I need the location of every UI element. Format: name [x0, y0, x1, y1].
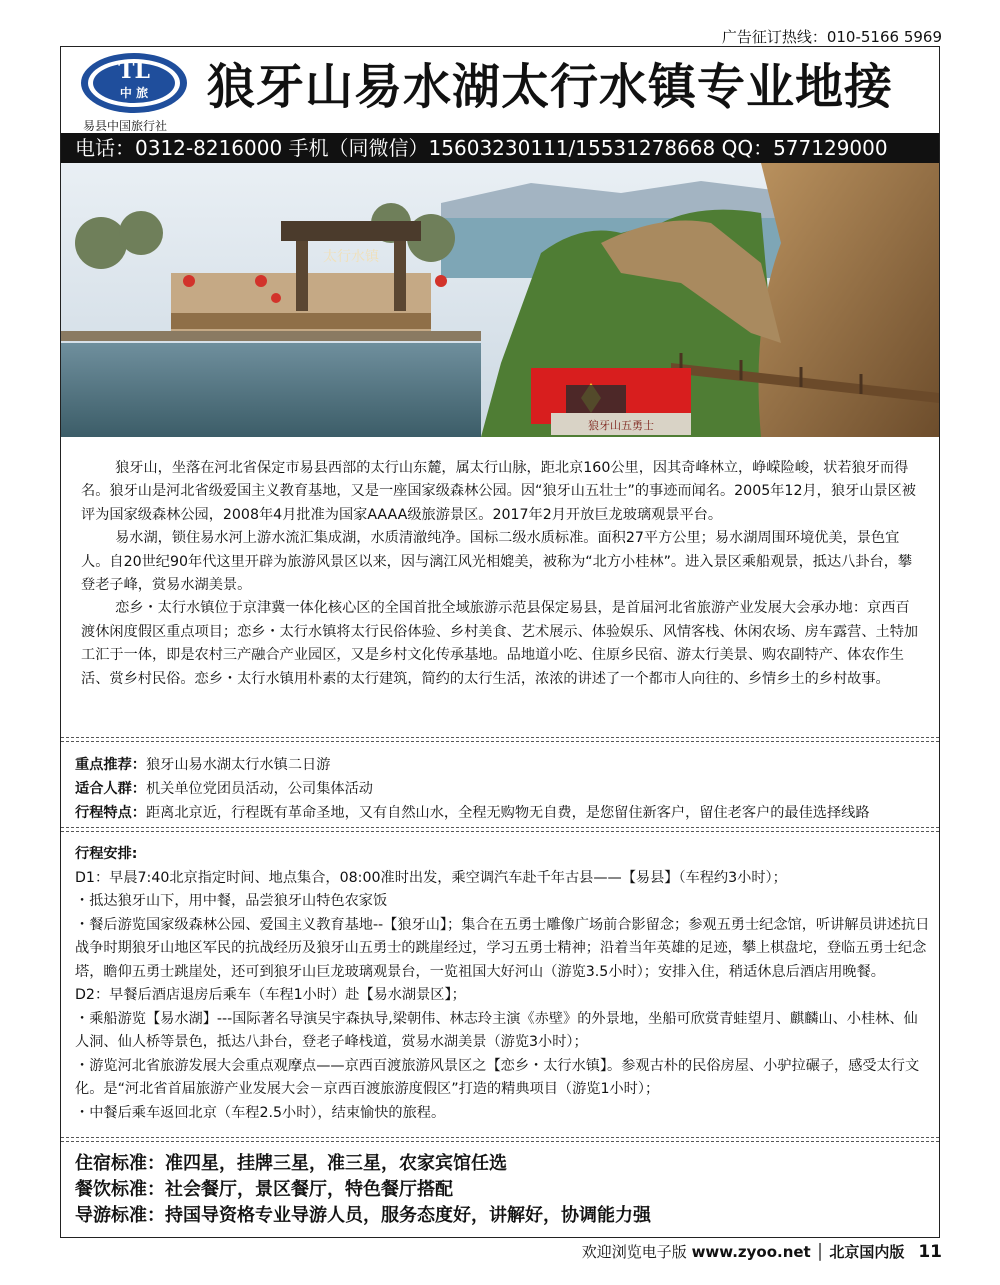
divider — [61, 827, 939, 828]
intro-paragraph: 狼牙山，坐落在河北省保定市易县西部的太行山东麓，属太行山脉，距北京160公里，因其奇峰林立，峥嵘险峻，状若狼牙而得名。狼牙山是河北省级爱国主义教育基地，又是一座国家级森林公园。因“狼牙山五壮士”的事迹而闻名。2005年12月，狼牙山景区被评为国家级森林公园，2008年4月批准为国家AAAA级旅游景区。2017年2月开放巨龙玻璃观景平台。 — [81, 460, 916, 523]
scenic-photo — [61, 163, 939, 437]
itinerary-heading: 行程安排: — [75, 846, 138, 862]
info-label: 行程特点： — [75, 805, 146, 821]
intro-paragraph: 易水湖，锁住易水河上游水流汇集成湖，水质清澈纯净。国标二级水质标准。面积27平方公里；易水湖周围环境优美，景色宜人。自20世纪90年代这里开辟为旅游风景区以来，因与漓江风光相媲美，被称为“北方小桂林”。进入景区乘船观景，抵达八卦台，攀登老子峰，赏易水湖美景。 — [81, 530, 913, 594]
info-row — [75, 777, 931, 801]
logo-text: 中 旅 — [119, 86, 149, 100]
itinerary-line: ・中餐后乘车返回北京（车程2.5小时），结束愉快的旅程。 — [75, 1104, 446, 1121]
info-value: 狼牙山易水湖太行水镇二日游 — [145, 757, 331, 773]
scenic-photo-illustration — [61, 163, 939, 437]
divider — [61, 831, 939, 832]
logo-glyph: TL — [118, 58, 150, 84]
divider — [61, 1137, 939, 1138]
logo-caption: 易县中国旅行社 — [83, 119, 168, 133]
divider — [61, 741, 939, 742]
footer-url-link[interactable]: www.zyoo.net — [691, 1243, 811, 1261]
standard-line: 导游标准：持国导资格专业导游人员，服务态度好，讲解好，协调能力强 — [75, 1205, 651, 1226]
agency-logo-icon — [79, 51, 189, 115]
header — [61, 47, 939, 133]
itinerary-line: D1：早晨7:40北京指定时间、地点集合，08:00准时出发，乘空调汽车赴千年古县——【易县】（车程约3小时）； — [75, 869, 787, 886]
itinerary — [75, 843, 931, 1125]
page-footer — [582, 1241, 942, 1262]
page-title: 狼牙山易水湖太行水镇专业地接 — [207, 59, 894, 115]
standard-line: 住宿标准：准四星，挂牌三星，准三星，农家宾馆任选 — [75, 1153, 507, 1174]
itinerary-line: ・抵达狼牙山下，用中餐，品尝狼牙山特色农家饭 — [75, 893, 388, 909]
footer-prefix: 欢迎浏览电子版 — [581, 1243, 692, 1261]
monument-sign: 狼牙山五勇士 — [588, 419, 654, 432]
info-row — [75, 801, 931, 825]
footer-divider: │ — [810, 1243, 830, 1261]
info-row — [75, 753, 931, 777]
intro-paragraph: 恋乡・太行水镇位于京津冀一体化核心区的全国首批全域旅游示范县保定易县，是首届河北省旅游产业发展大会承办地：京西百渡休闲度假区重点项目；恋乡・太行水镇将太行民俗体验、乡村美食、艺术展示、体验娱乐、风情客栈、休闲农场、房车露营、土特加工汇于一体，即是农村三产融合产业园区，又是乡村文化传承基地。品地道小吃、住原乡民宿、游太行美景、购农副特产、体农作生活、赏乡村民俗。恋乡・太行水镇用朴素的太行建筑，简约的太行生活，浓浓的讲述了一个都市人向往的、乡情乡土的乡村故事。 — [81, 600, 919, 687]
footer-edition: 北京国内版 — [829, 1243, 905, 1261]
standard-line: 餐饮标准：社会餐厅，景区餐厅，特色餐厅搭配 — [75, 1179, 453, 1200]
gate-sign: 太行水镇 — [323, 249, 379, 265]
itinerary-line: ・餐后游览国家级森林公园、爱国主义教育基地--【狼牙山】；集合在五勇士雕像广场前合影留念；参观五勇士纪念馆，听讲解员讲述抗日战争时期狼牙山地区军民的抗战经历及狼牙山五勇士的跳崖经过，学习五勇士精神；沿着当年英雄的足迹，攀上棋盘坨，登临五勇士纪念塔，瞻仰五勇士跳崖处，还可到狼牙山巨龙玻璃观景台，一览祖国大好河山（游览3.5小时）；安排入住，稍适休息后酒店用晚餐。 — [75, 916, 930, 980]
info-label: 重点推荐： — [75, 757, 146, 773]
divider — [61, 737, 939, 738]
info-label: 适合人群： — [75, 781, 146, 797]
contact-bar: 电话：0312-8216000 手机（同微信）15603230111/15531278668 QQ：577129000 — [61, 133, 939, 163]
ad-hotline: 广告征订热线：010-5166 5969 — [721, 28, 942, 46]
itinerary-line: ・游览河北省旅游发展大会重点观摩点——京西百渡旅游风景区之【恋乡・太行水镇】。参观古朴的民俗房屋、小驴拉碾子，感受太行文化。是“河北省首届旅游产业发展大会－京西百渡旅游度假区”打造的精典项目（游览1小时）； — [75, 1057, 920, 1097]
page-number: 11 — [918, 1242, 942, 1262]
service-standards — [75, 1151, 931, 1229]
info-value: 距离北京近，行程既有革命圣地，又有自然山水，全程无购物无自费，是您留住新客户，留住老客户的最佳选择线路 — [145, 805, 870, 821]
ad-frame — [60, 46, 940, 1238]
itinerary-line: D2：早餐后酒店退房后乘车（车程1小时）赴【易水湖景区】； — [75, 987, 466, 1003]
itinerary-line: ・乘船游览【易水湖】---国际著名导演吴宇森执导,梁朝伟、林志玲主演《赤壁》的外景地，坐船可欣赏青蛙望月、麒麟山、小桂林、仙人洞、仙人桥等景色，抵达八卦台，登老子峰栈道，赏易水湖美景（游览3小时）； — [75, 1010, 918, 1050]
info-value: 机关单位党团员活动，公司集体活动 — [145, 781, 373, 797]
intro-text — [81, 457, 923, 691]
tour-info — [75, 753, 931, 825]
divider — [61, 1141, 939, 1142]
